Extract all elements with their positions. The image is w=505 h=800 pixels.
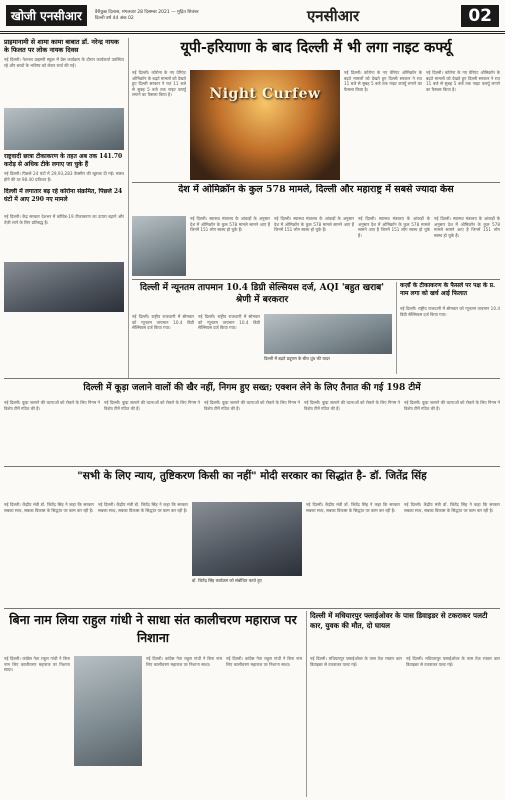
- section-divider: [132, 182, 500, 183]
- garbage-body: नई दिल्ली। कूड़ा जलाने की घटनाओं को रोकने के लिए निगम ने विशेष टीमें गठित की हैं।: [204, 400, 300, 411]
- story-headline: प्राइमानामी से शामा कामा बाबात डॉ. नरेन्द्र नायक के फिलत पर लोक नायक दिवस: [4, 38, 119, 54]
- photo-overlay-text: Night Curfew: [209, 86, 321, 102]
- garbage-body: नई दिल्ली। कूड़ा जलाने की घटनाओं को रोकने के लिए निगम ने विशेष टीमें गठित की हैं।: [4, 400, 100, 411]
- left-low-body: नई दिल्ली। केंद्र सरकार देशभर में कोविड-19 टीकाकरण का दायरा बढ़ाने और तेज़ी लाने के लिए प्रतिबद्ध है।: [4, 214, 124, 225]
- rahul-gandhi-photo: [74, 656, 142, 766]
- press-conference-photo: [4, 108, 124, 150]
- garbage-body: नई दिल्ली। कूड़ा जलाने की घटनाओं को रोकने के लिए निगम ने विशेष टीमें गठित की हैं।: [304, 400, 400, 411]
- section-divider: [4, 466, 500, 467]
- garbage-body: नई दिल्ली। कूड़ा जलाने की घटनाओं को रोकने के लिए निगम ने विशेष टीमें गठित की हैं।: [404, 400, 500, 411]
- lead-body-mid: नई दिल्ली। कोरोना के नए वेरिएंट ओमिक्रॉन के बढ़ते मामलों को देखते हुए दिल्ली सरकार ने रात 11 बजे से सुबह 5 बजे तक नाइट कर्फ्यू लगाने का फैसला किया है।: [344, 70, 422, 92]
- story-body: नई दिल्ली। पिछले 24 घंटों में 29,93,283 वैक्सीन की खुराक दी गई। स्वस्थ होने की दर 98.40 प्रतिशत है।: [4, 171, 124, 182]
- smog-photo: [264, 314, 392, 354]
- story-body: नई दिल्ली। नेशनल प्राइमरी स्कूल में प्रेस कार्यक्रम के दौरान कार्यकर्ता उपस्थित रहे और बच्चों के भविष्य को लेकर चर्चा की गई।: [4, 57, 124, 68]
- section-divider: [4, 378, 500, 379]
- night-curfew-photo: [190, 70, 340, 180]
- rahul-headline: बिना नाम लिया राहुल गांधी ने साधा संत कालीचरण महाराज पर निशाना: [9, 612, 297, 645]
- rahul-body: नई दिल्ली। कांग्रेस नेता राहुल गांधी ने बिना नाम लिए कालीचरण महाराज पर निशाना साधा।: [226, 656, 302, 667]
- accident-body: नई दिल्ली। मधियारपुर फ्लाईओवर के पास तेज़ रफ्तार कार डिवाइडर से टकराकर पलट गई।: [310, 656, 402, 667]
- story-headline: राष्ट्रवादी छात्रा टीकाकरण के तहत अब तक 141.70 करोड़ से अधिक टीके लगाए जा चुके हैं: [4, 153, 123, 168]
- brand-logo: खोजी एनसीआर: [6, 5, 87, 26]
- column-divider: [306, 611, 307, 797]
- lead-body-right: नई दिल्ली। कोरोना के नए वेरिएंट ओमिक्रॉन के बढ़ते मामलों को देखते हुए दिल्ली सरकार ने रात 11 बजे से सुबह 5 बजे तक नाइट कर्फ्यू लगाने का फैसला किया है।: [426, 70, 500, 92]
- minister-event-photo: [192, 502, 302, 576]
- section-title: एनसीआर: [307, 6, 360, 25]
- modi-body: नई दिल्ली। केंद्रीय मंत्री डॉ. जितेंद्र सिंह ने कहा कि सरकार सबका साथ, सबका विकास के सिद्धांत पर काम कर रही है।: [306, 502, 400, 513]
- section-divider: [4, 608, 500, 609]
- omicron-headline: देश में ओमिक्रॉन के कुल 578 मामले, दिल्ली और महाराष्ट्र में सबसे ज्यादा केस: [178, 184, 454, 195]
- accident-headline: दिल्ली में मधियारपुर फ्लाईओवर के पास डिवाइडर से टकराकर पलटी कार, युवक की मौत, दो घायल: [310, 611, 488, 630]
- modi-body: नई दिल्ली। केंद्रीय मंत्री डॉ. जितेंद्र सिंह ने कहा कि सरकार सबका साथ, सबका विकास के सिद्धांत पर काम कर रही है।: [404, 502, 500, 513]
- section-divider: [132, 279, 500, 280]
- omicron-body: नई दिल्ली। स्वास्थ्य मंत्रालय के आंकड़ों के अनुसार देश में ओमिक्रॉन के कुल 578 मामले सामने आए हैं जिनमें 151 लोग स्वस्थ हो चुके हैं।: [190, 216, 270, 233]
- page-number: 02: [461, 5, 499, 27]
- temperature-body: नई दिल्ली। राष्ट्रीय राजधानी में सोमवार को न्यूनतम तापमान 10.4 डिग्री सेल्सियस दर्ज किया गया।: [198, 314, 260, 331]
- photo-caption: डॉ. जितेंद्र सिंह कार्यक्रम को संबोधित करते हुए: [192, 578, 262, 583]
- modi-body: नई दिल्ली। केंद्रीय मंत्री डॉ. जितेंद्र सिंह ने कहा कि सरकार सबका साथ, सबका विकास के सिद्धांत पर काम कर रही है।: [4, 502, 94, 513]
- lead-body-left: नई दिल्ली। कोरोना के नए वेरिएंट ओमिक्रॉन के बढ़ते मामलों को देखते हुए दिल्ली सरकार ने रात 11 बजे से सुबह 5 बजे तक नाइट कर्फ्यू लगाने का फैसला किया है।: [132, 70, 186, 98]
- right-headline: कर्ज़ों के टीकाकरण के फैसले पर पक्ष के प्र. नाम लगा को खर्च आई फिलात: [400, 282, 496, 297]
- masthead: [0, 0, 505, 34]
- modi-headline: "सभी के लिए न्याय, तुष्टिकरण किसी का नहीं" मोदी सरकार का सिद्धांत है- डॉ. जितेंद्र सिंह: [77, 470, 427, 482]
- photo-caption: दिल्ली में बढ़ते प्रदूषण के बीच धुंध की चादर: [264, 356, 330, 361]
- lead-headline: यूपी-हरियाणा के बाद दिल्ली में भी लगा नाइट कर्फ्यू: [180, 39, 452, 56]
- column-divider: [128, 38, 129, 378]
- rahul-body: नई दिल्ली। कांग्रेस नेता राहुल गांधी ने बिना नाम लिए कालीचरण महाराज पर निशाना साधा।: [4, 656, 70, 673]
- omicron-body: नई दिल्ली। स्वास्थ्य मंत्रालय के आंकड़ों के अनुसार देश में ओमिक्रॉन के कुल 578 मामले सामने आए हैं जिनमें 151 लोग स्वस्थ हो चुके हैं।: [358, 216, 430, 238]
- testing-photo: [132, 216, 186, 276]
- dateline: वैरीकुछ दिलास, मंगलवार 28 दिसम्बर 2021 — मुद्रित सितंबर दिल्ली वर्ष 44 अंक 02: [94, 9, 199, 21]
- temperature-body: नई दिल्ली। राष्ट्रीय राजधानी में सोमवार को न्यूनतम तापमान 10.4 डिग्री सेल्सियस दर्ज किया गया।: [132, 314, 194, 331]
- right-body: नई दिल्ली। राष्ट्रीय राजधानी में सोमवार को न्यूनतम तापमान 10.4 डिग्री सेल्सियस दर्ज किया गया।: [400, 306, 500, 317]
- rahul-body: नई दिल्ली। कांग्रेस नेता राहुल गांधी ने बिना नाम लिए कालीचरण महाराज पर निशाना साधा।: [146, 656, 222, 667]
- garbage-body: नई दिल्ली। कूड़ा जलाने की घटनाओं को रोकने के लिए निगम ने विशेष टीमें गठित की हैं।: [104, 400, 200, 411]
- inset-headline: दिल्ली में लगातार बढ़ रहे कोरोना संक्रमित, पिछले 24 घंटों में आए 290 नए मामले: [4, 188, 123, 203]
- accident-body: नई दिल्ली। मधियारपुर फ्लाईओवर के पास तेज़ रफ्तार कार डिवाइडर से टकराकर पलट गई।: [406, 656, 500, 667]
- omicron-body: नई दिल्ली। स्वास्थ्य मंत्रालय के आंकड़ों के अनुसार देश में ओमिक्रॉन के कुल 578 मामले सामने आए हैं जिनमें 151 लोग स्वस्थ हो चुके हैं।: [274, 216, 354, 233]
- garbage-headline: दिल्ली में कूड़ा जलाने वालों की खैर नहीं, निगम हुए सख्त; एक्शन लेने के लिए तैनात की गई 198 टीमें: [83, 383, 421, 393]
- modi-body: नई दिल्ली। केंद्रीय मंत्री डॉ. जितेंद्र सिंह ने कहा कि सरकार सबका साथ, सबका विकास के सिद्धांत पर काम कर रही है।: [98, 502, 188, 513]
- column-divider: [396, 282, 397, 374]
- lead-headline-block: [132, 38, 500, 66]
- temperature-headline: दिल्ली में न्यूनतम तापमान 10.4 डिग्री सेल्सियस दर्ज, AQI 'बहुत खराब' श्रेणी में बरकरार: [139, 283, 385, 305]
- omicron-body: नई दिल्ली। स्वास्थ्य मंत्रालय के आंकड़ों के अनुसार देश में ओमिक्रॉन के कुल 578 मामले सामने आए हैं जिनमें 151 लोग स्वस्थ हो चुके हैं।: [434, 216, 500, 238]
